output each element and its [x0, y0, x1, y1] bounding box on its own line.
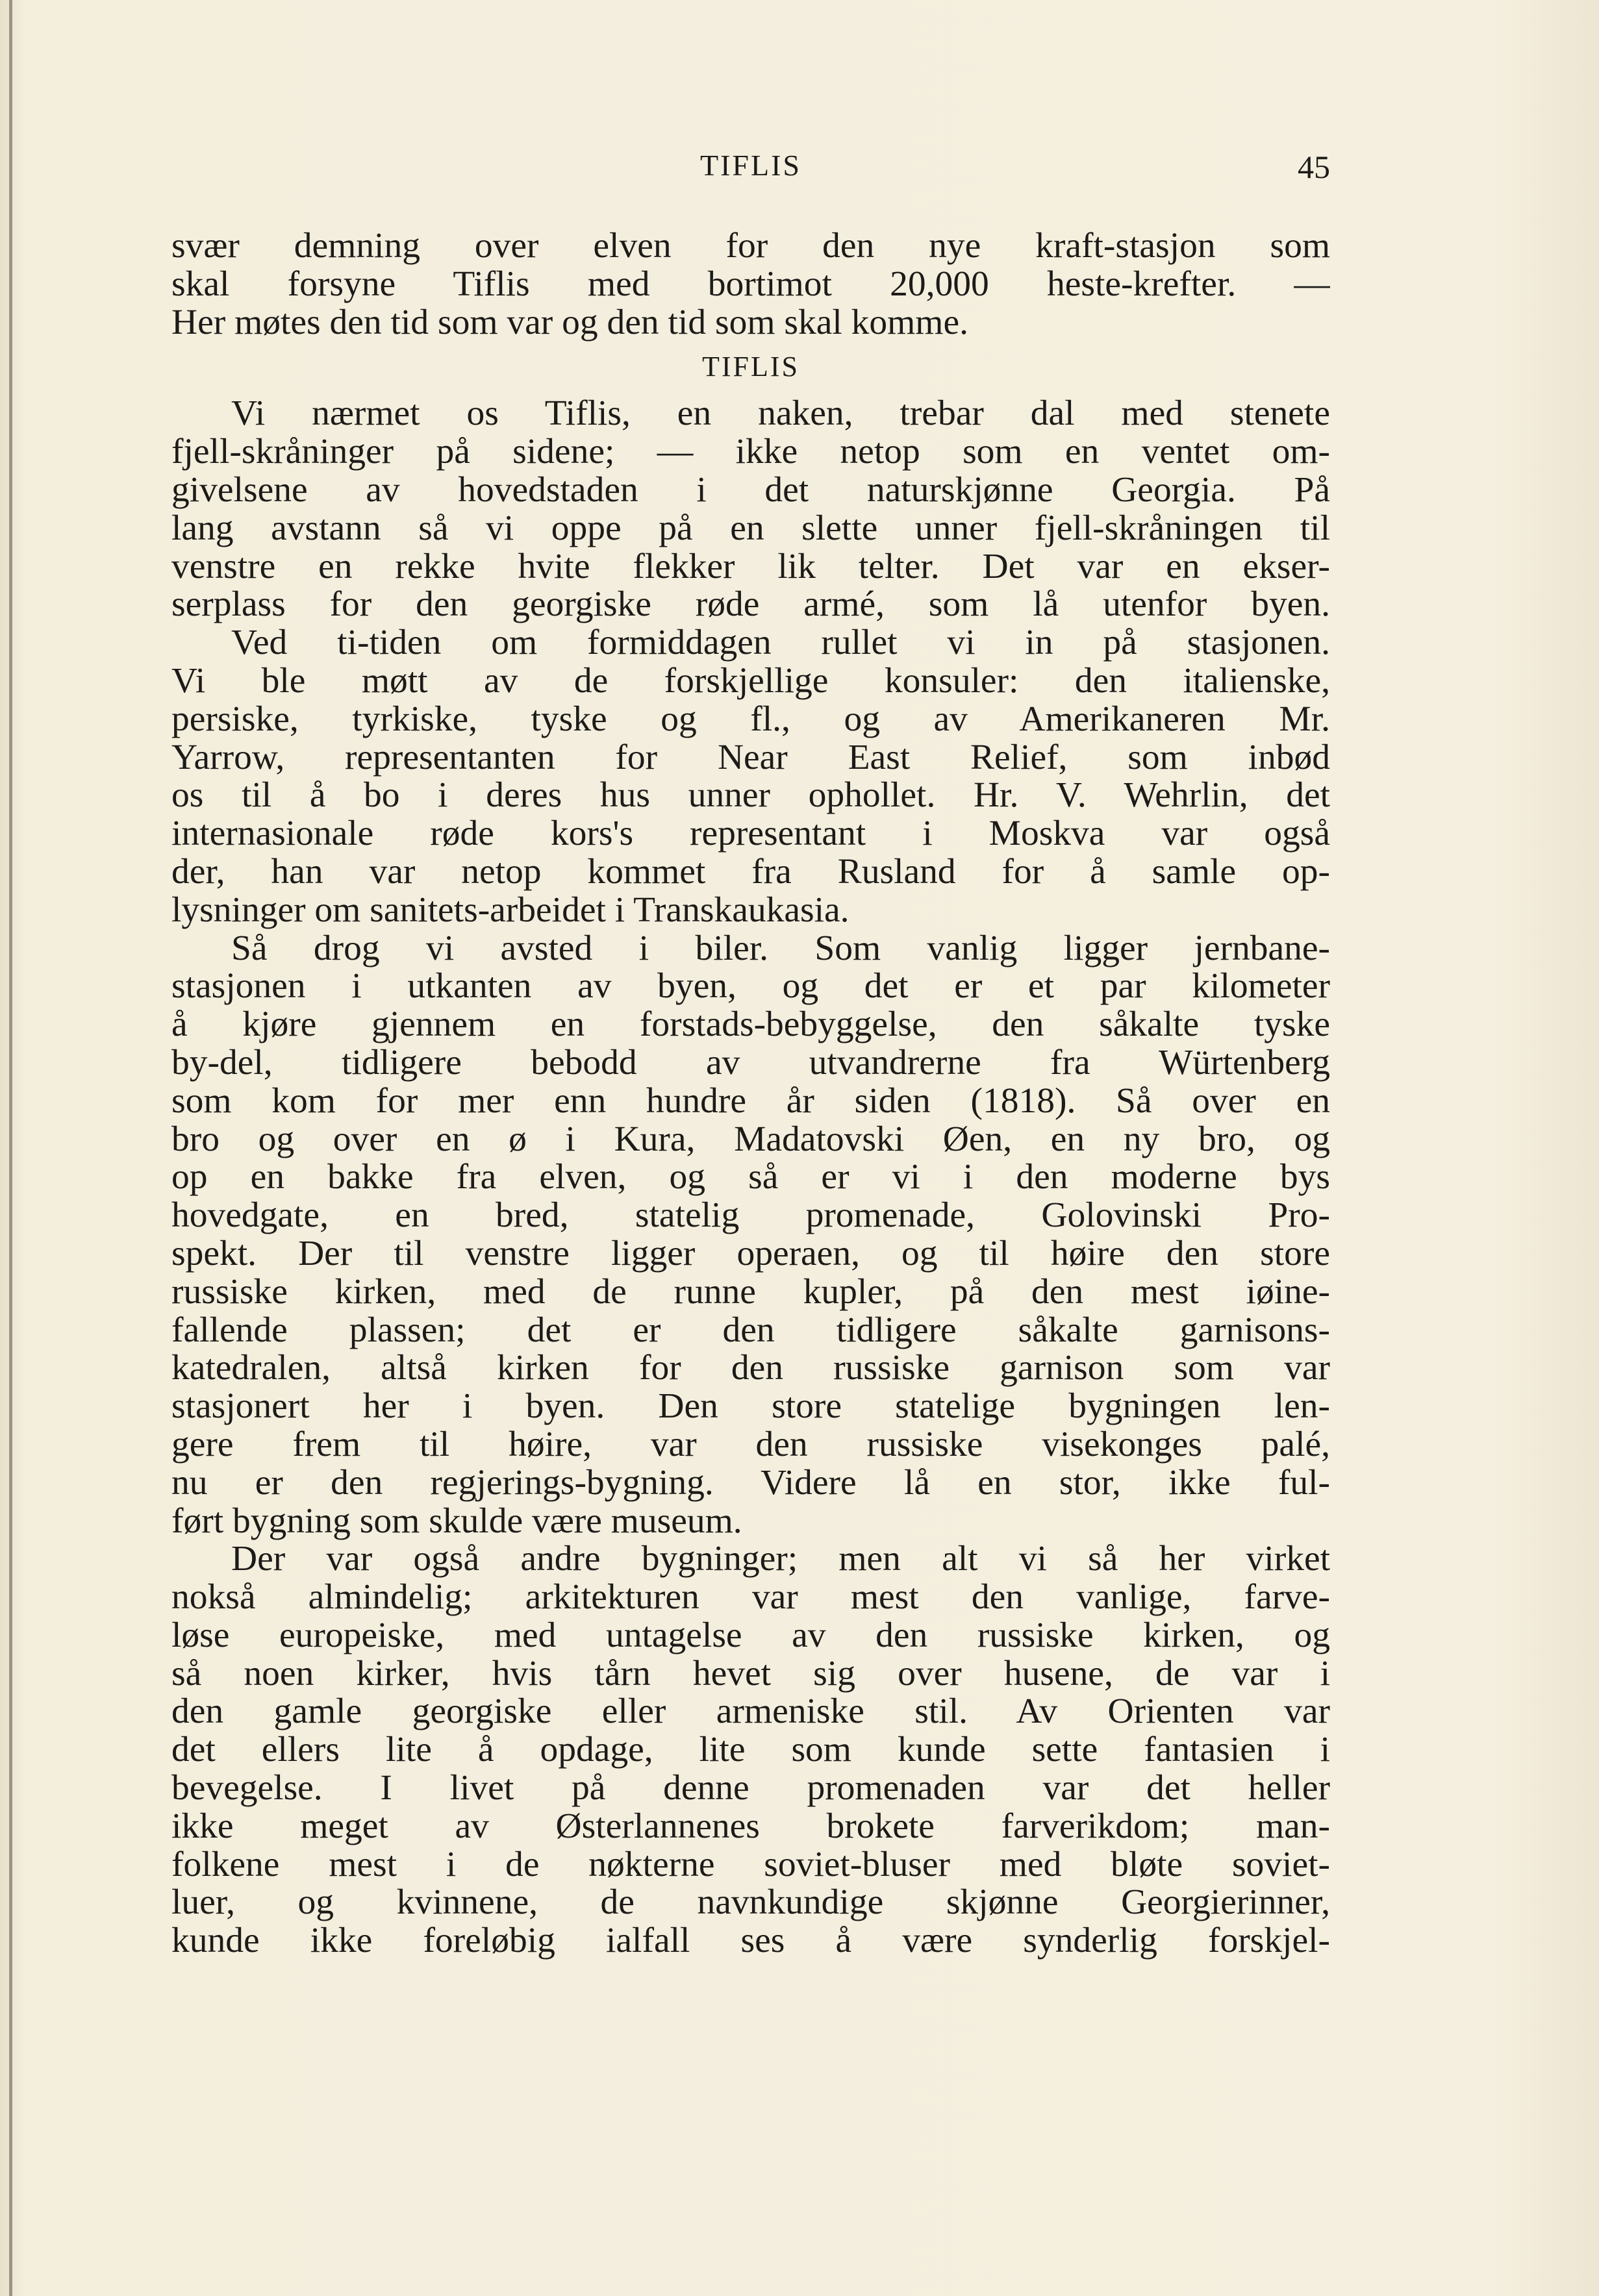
text-line: å kjøre gjennem en forstads-bebyggelse, den såkalte tyske [171, 1006, 1330, 1044]
text-line: persiske, tyrkiske, tyske og fl., og av Amerikaneren Mr. [171, 700, 1330, 739]
text-line: ført bygning som skulde være museum. [171, 1502, 742, 1541]
text-line: fjell-skråninger på sidene; — ikke netop som en ventet om- [171, 433, 1330, 471]
text-line: fallende plassen; det er den tidligere såkalte garnisons- [171, 1311, 1330, 1350]
text-line: det ellers lite å opdage, lite som kunde sette fantasien i [171, 1731, 1330, 1770]
text-line: spekt. Der til venstre ligger operaen, og til høire den store [171, 1234, 1330, 1273]
text-line: bro og over en ø i Kura, Madatovski Øen, en ny bro, og [171, 1120, 1330, 1159]
text-line: som kom for mer enn hundre år siden (1818). Så over en [171, 1082, 1330, 1121]
text-line: nokså almindelig; arkitekturen var mest den vanlige, farve- [171, 1578, 1330, 1617]
text-line: Ved ti-tiden om formiddagen rullet vi in på stasjonen. [231, 624, 1330, 662]
text-line: løse europeiske, med untagelse av den russiske kirken, og [171, 1616, 1330, 1655]
text-line: bevegelse. I livet på denne promenaden var det heller [171, 1769, 1330, 1808]
text-line: lang avstann så vi oppe på en slette unner fjell-skråningen til [171, 509, 1330, 548]
text-line: Vi nærmet os Tiflis, en naken, trebar dal med stenete [231, 395, 1330, 434]
page-number: 45 [1298, 149, 1330, 185]
text-line: svær demning over elven for den nye kraft-stasjon som [171, 227, 1330, 266]
text-line: den gamle georgiske eller armeniske stil. Av Orienten var [171, 1693, 1330, 1732]
text-line: serplass for den georgiske røde armé, som lå utenfor byen. [171, 586, 1330, 625]
text-line: kunde ikke foreløbig ialfall ses å være synderlig forskjel- [171, 1922, 1330, 1961]
text-line: luer, og kvinnene, de navnkundige skjønne Georgierinner, [171, 1884, 1330, 1923]
text-line: by-del, tidligere bebodd av utvandrerne fra Würtenberg [171, 1043, 1330, 1082]
text-line: os til å bo i deres hus unner ophollet. Hr. V. Wehrlin, det [171, 777, 1330, 816]
text-line: ikke meget av Østerlannenes brokete farverikdom; man- [171, 1807, 1330, 1846]
text-line: Vi ble møtt av de forskjellige konsuler: den italienske, [171, 662, 1330, 701]
text-line: folkene mest i de nøkterne soviet-bluser med bløte soviet- [171, 1845, 1330, 1884]
text-line: gere frem til høire, var den russiske visekonges palé, [171, 1425, 1330, 1464]
text-line: Her møtes den tid som var og den tid som skal komme. [171, 303, 968, 342]
text-line: så noen kirker, hvis tårn hevet sig over husene, de var i [171, 1654, 1330, 1693]
running-title: TIFLIS [700, 149, 801, 182]
text-line: givelsene av hovedstaden i det naturskjønne Georgia. På [171, 471, 1330, 510]
text-line: russiske kirken, med de runne kupler, på den mest iøine- [171, 1273, 1330, 1312]
text-line: nu er den regjerings-bygning. Videre lå en stor, ikke ful- [171, 1464, 1330, 1503]
text-line: Der var også andre bygninger; men alt vi så her virket [231, 1540, 1330, 1579]
text-line: Yarrow, representanten for Near East Relief, som inbød [171, 738, 1330, 777]
text-line: stasjonen i utkanten av byen, og det er et par kilometer [171, 967, 1330, 1006]
text-line: internasionale røde kors's representant i Moskva var også [171, 815, 1330, 853]
text-line: hovedgate, en bred, statelig promenade, Golovinski Pro- [171, 1197, 1330, 1235]
text-line: op en bakke fra elven, og så er vi i den moderne bys [171, 1158, 1330, 1197]
page-edge-shadow [9, 0, 12, 2296]
text-line: venstre en rekke hvite flekker lik telter. Det var en ekser- [171, 547, 1330, 586]
text-line: stasjonert her i byen. Den store statelige bygningen len- [171, 1388, 1330, 1426]
text-line: skal forsyne Tiflis med bortimot 20,000 heste-krefter. — [171, 265, 1330, 304]
text-line: katedralen, altså kirken for den russiske garnison som var [171, 1349, 1330, 1388]
running-header [171, 148, 1330, 193]
text-line: Så drog vi avsted i biler. Som vanlig ligger jernbane- [231, 929, 1330, 968]
body-text [171, 227, 1330, 1960]
text-line: der, han var netop kommet fra Rusland for å samle op- [171, 853, 1330, 892]
section-heading: TIFLIS [702, 351, 800, 383]
text-line: lysninger om sanitets-arbeidet i Transkaukasia. [171, 891, 850, 930]
